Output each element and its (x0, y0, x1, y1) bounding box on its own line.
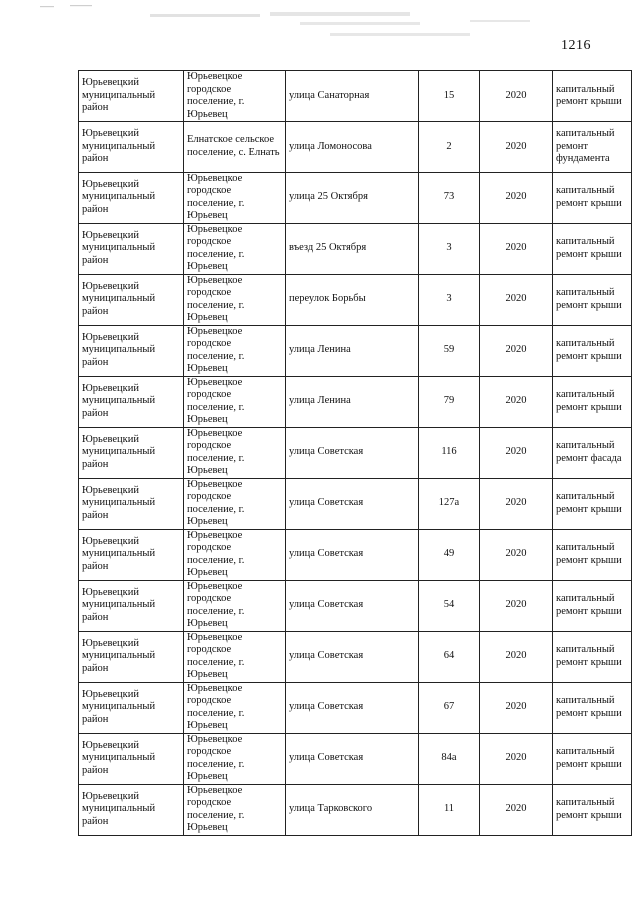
settlement-cell: Юрьевецкое городское поселение, г. Юрьевец (184, 427, 286, 478)
registry-body (79, 71, 632, 836)
street-cell: улица Ленина (286, 376, 419, 427)
settlement-cell: Юрьевецкое городское поселение, г. Юрьевец (184, 71, 286, 122)
year-cell: 2020 (480, 325, 553, 376)
settlement-cell: Юрьевецкое городское поселение, г. Юрьевец (184, 733, 286, 784)
house-number-cell: 67 (419, 682, 480, 733)
district-cell: Юрьевецкий муниципальный район (79, 223, 184, 274)
work-type-cell: капитальный ремонт крыши (553, 223, 632, 274)
table-row (79, 71, 632, 122)
district-cell: Юрьевецкий муниципальный район (79, 631, 184, 682)
work-type-cell: капитальный ремонт крыши (553, 172, 632, 223)
work-type-cell: капитальный ремонт фундамента (553, 122, 632, 173)
street-cell: улица Советская (286, 427, 419, 478)
street-cell: улица Советская (286, 631, 419, 682)
work-type-cell: капитальный ремонт крыши (553, 325, 632, 376)
year-cell: 2020 (480, 478, 553, 529)
year-cell: 2020 (480, 529, 553, 580)
street-cell: улица Советская (286, 682, 419, 733)
street-cell: въезд 25 Октября (286, 223, 419, 274)
settlement-cell: Юрьевецкое городское поселение, г. Юрьевец (184, 478, 286, 529)
repair-registry-table (78, 70, 632, 836)
year-cell: 2020 (480, 427, 553, 478)
table-row (79, 733, 632, 784)
district-cell: Юрьевецкий муниципальный район (79, 427, 184, 478)
work-type-cell: капитальный ремонт крыши (553, 580, 632, 631)
year-cell: 2020 (480, 784, 553, 835)
settlement-cell: Юрьевецкое городское поселение, г. Юрьевец (184, 274, 286, 325)
house-number-cell: 3 (419, 223, 480, 274)
district-cell: Юрьевецкий муниципальный район (79, 784, 184, 835)
year-cell: 2020 (480, 733, 553, 784)
year-cell: 2020 (480, 223, 553, 274)
district-cell: Юрьевецкий муниципальный район (79, 478, 184, 529)
work-type-cell: капитальный ремонт фасада (553, 427, 632, 478)
settlement-cell: Юрьевецкое городское поселение, г. Юрьевец (184, 529, 286, 580)
house-number-cell: 3 (419, 274, 480, 325)
district-cell: Юрьевецкий муниципальный район (79, 733, 184, 784)
house-number-cell: 116 (419, 427, 480, 478)
table-row (79, 784, 632, 835)
street-cell: улица Тарковского (286, 784, 419, 835)
settlement-cell: Юрьевецкое городское поселение, г. Юрьевец (184, 325, 286, 376)
street-cell: улица Советская (286, 733, 419, 784)
street-cell: улица Санаторная (286, 71, 419, 122)
house-number-cell: 127а (419, 478, 480, 529)
table-row (79, 376, 632, 427)
table-row (79, 172, 632, 223)
table-row (79, 631, 632, 682)
district-cell: Юрьевецкий муниципальный район (79, 529, 184, 580)
table-row (79, 580, 632, 631)
table-row (79, 478, 632, 529)
street-cell: улица Ломоносова (286, 122, 419, 173)
district-cell: Юрьевецкий муниципальный район (79, 682, 184, 733)
table-row (79, 682, 632, 733)
year-cell: 2020 (480, 682, 553, 733)
work-type-cell: капитальный ремонт крыши (553, 682, 632, 733)
year-cell: 2020 (480, 274, 553, 325)
work-type-cell: капитальный ремонт крыши (553, 376, 632, 427)
house-number-cell: 15 (419, 71, 480, 122)
street-cell: улица Советская (286, 478, 419, 529)
table-row (79, 325, 632, 376)
settlement-cell: Елнатское сельское поселение, с. Елнать (184, 122, 286, 173)
house-number-cell: 59 (419, 325, 480, 376)
house-number-cell: 84а (419, 733, 480, 784)
work-type-cell: капитальный ремонт крыши (553, 529, 632, 580)
house-number-cell: 11 (419, 784, 480, 835)
scan-noise-decoration (0, 0, 640, 60)
district-cell: Юрьевецкий муниципальный район (79, 274, 184, 325)
house-number-cell: 64 (419, 631, 480, 682)
year-cell: 2020 (480, 172, 553, 223)
work-type-cell: капитальный ремонт крыши (553, 478, 632, 529)
settlement-cell: Юрьевецкое городское поселение, г. Юрьевец (184, 631, 286, 682)
district-cell: Юрьевецкий муниципальный район (79, 376, 184, 427)
page-number: 1216 (561, 38, 591, 53)
house-number-cell: 49 (419, 529, 480, 580)
year-cell: 2020 (480, 71, 553, 122)
work-type-cell: капитальный ремонт крыши (553, 784, 632, 835)
settlement-cell: Юрьевецкое городское поселение, г. Юрьевец (184, 172, 286, 223)
house-number-cell: 79 (419, 376, 480, 427)
street-cell: улица Ленина (286, 325, 419, 376)
year-cell: 2020 (480, 631, 553, 682)
district-cell: Юрьевецкий муниципальный район (79, 71, 184, 122)
table-row (79, 529, 632, 580)
district-cell: Юрьевецкий муниципальный район (79, 325, 184, 376)
table-row (79, 427, 632, 478)
house-number-cell: 73 (419, 172, 480, 223)
work-type-cell: капитальный ремонт крыши (553, 274, 632, 325)
street-cell: улица Советская (286, 529, 419, 580)
settlement-cell: Юрьевецкое городское поселение, г. Юрьевец (184, 784, 286, 835)
district-cell: Юрьевецкий муниципальный район (79, 580, 184, 631)
street-cell: улица 25 Октября (286, 172, 419, 223)
work-type-cell: капитальный ремонт крыши (553, 71, 632, 122)
settlement-cell: Юрьевецкое городское поселение, г. Юрьевец (184, 682, 286, 733)
table-row (79, 122, 632, 173)
year-cell: 2020 (480, 376, 553, 427)
table-row (79, 223, 632, 274)
year-cell: 2020 (480, 580, 553, 631)
year-cell: 2020 (480, 122, 553, 173)
settlement-cell: Юрьевецкое городское поселение, г. Юрьевец (184, 223, 286, 274)
house-number-cell: 54 (419, 580, 480, 631)
settlement-cell: Юрьевецкое городское поселение, г. Юрьевец (184, 580, 286, 631)
street-cell: улица Советская (286, 580, 419, 631)
district-cell: Юрьевецкий муниципальный район (79, 122, 184, 173)
work-type-cell: капитальный ремонт крыши (553, 631, 632, 682)
street-cell: переулок Борьбы (286, 274, 419, 325)
work-type-cell: капитальный ремонт крыши (553, 733, 632, 784)
district-cell: Юрьевецкий муниципальный район (79, 172, 184, 223)
table-row (79, 274, 632, 325)
settlement-cell: Юрьевецкое городское поселение, г. Юрьевец (184, 376, 286, 427)
house-number-cell: 2 (419, 122, 480, 173)
